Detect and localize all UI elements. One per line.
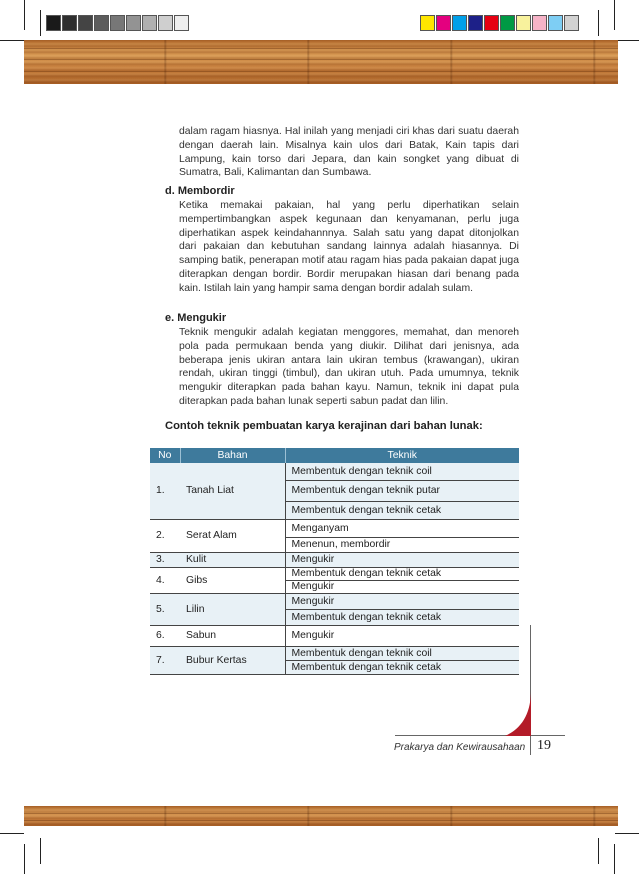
table-header-row [150, 448, 519, 463]
red-corner-swoosh-icon [505, 690, 535, 736]
row-teknik: Menganyam [285, 520, 519, 538]
table-row [150, 553, 519, 568]
row-number: 2. [150, 520, 180, 553]
page-number: 19 [537, 738, 551, 753]
row-number: 6. [150, 626, 180, 647]
table-row [150, 594, 519, 610]
row-teknik: Membentuk dengan teknik coil [285, 463, 519, 481]
row-teknik: Membentuk dengan teknik cetak [285, 610, 519, 626]
row-teknik: Membentuk dengan teknik coil [285, 647, 519, 661]
craft-technique-table [150, 448, 519, 675]
row-bahan: Bubur Kertas [180, 647, 285, 675]
row-bahan: Sabun [180, 626, 285, 647]
table-row [150, 647, 519, 661]
row-number: 5. [150, 594, 180, 626]
row-bahan: Serat Alam [180, 520, 285, 553]
header-bahan: Bahan [180, 448, 285, 463]
section-e-heading: e. Mengukir [165, 312, 227, 324]
table-row [150, 463, 519, 481]
section-e-paragraph: Teknik mengukir adalah kegiatan menggores, memahat, dan menoreh pola pada permukaan benda yang diukir. Dilihat dari jenisnya, ada beberapa jenis ukiran antara lain ukiran tembus (krawangan), ukiran rendah, ukiran tinggi (timbul), dan ukiran utuh. Pada umumnya, teknik mengukir diterapkan pada bahan kayu. Namun, teknik ini dapat pula diterapkan pada bahan lunak seperti sabun padat dan lilin. [179, 327, 519, 407]
table-row [150, 626, 519, 647]
row-bahan: Kulit [180, 553, 285, 568]
row-bahan: Gibs [180, 568, 285, 594]
row-teknik: Menenun, membordir [285, 538, 519, 553]
row-teknik: Membentuk dengan teknik cetak [285, 568, 519, 581]
footer-horizontal-rule [395, 735, 565, 736]
row-teknik: Mengukir [285, 594, 519, 610]
row-teknik: Membentuk dengan teknik putar [285, 481, 519, 502]
row-teknik: Mengukir [285, 581, 519, 594]
header-no: No [150, 448, 180, 463]
table-caption: Contoh teknik pembuatan karya kerajinan dari bahan lunak: [165, 420, 483, 432]
row-number: 3. [150, 553, 180, 568]
row-number: 7. [150, 647, 180, 675]
header-teknik: Teknik [285, 448, 519, 463]
row-number: 1. [150, 463, 180, 520]
row-teknik: Membentuk dengan teknik cetak [285, 661, 519, 675]
row-bahan: Lilin [180, 594, 285, 626]
intro-paragraph: dalam ragam hiasnya. Hal inilah yang menjadi ciri khas dari suatu daerah dengan daerah lain. Misalnya kain ulos dari Batak, Kain tapis dari Lampung, kain torso dari Jepara, dan kain songket yang dibuat di Sumatra, Bali, Kalimantan dan Sumbawa. [179, 126, 519, 179]
section-d-paragraph: Ketika memakai pakaian, hal yang perlu diperhatikan selain mempertimbangkan aspek kegunaan dan kenyamanan, perlu juga diperhatikan aspek keindahannnya. Salah satu yang dapat ditonjolkan dari pakaian dan kebutuhan sandang lainnya adalah hiasannya. Di samping batik, penerapan motif atau ragam hias pada pakaian dapat juga diterapkan dengan bordir. Bordir merupakan hiasan dari benang pada kain. Istilah lain yang hampir sama dengan bordir adalah sulam. [179, 200, 519, 294]
table-row [150, 568, 519, 581]
row-teknik: Membentuk dengan teknik cetak [285, 502, 519, 520]
row-teknik: Mengukir [285, 553, 519, 568]
row-bahan: Tanah Liat [180, 463, 285, 520]
section-d-heading: d. Membordir [165, 185, 235, 197]
book-title: Prakarya dan Kewirausahaan [394, 742, 526, 753]
row-teknik: Mengukir [285, 626, 519, 647]
row-number: 4. [150, 568, 180, 594]
table-row [150, 520, 519, 538]
